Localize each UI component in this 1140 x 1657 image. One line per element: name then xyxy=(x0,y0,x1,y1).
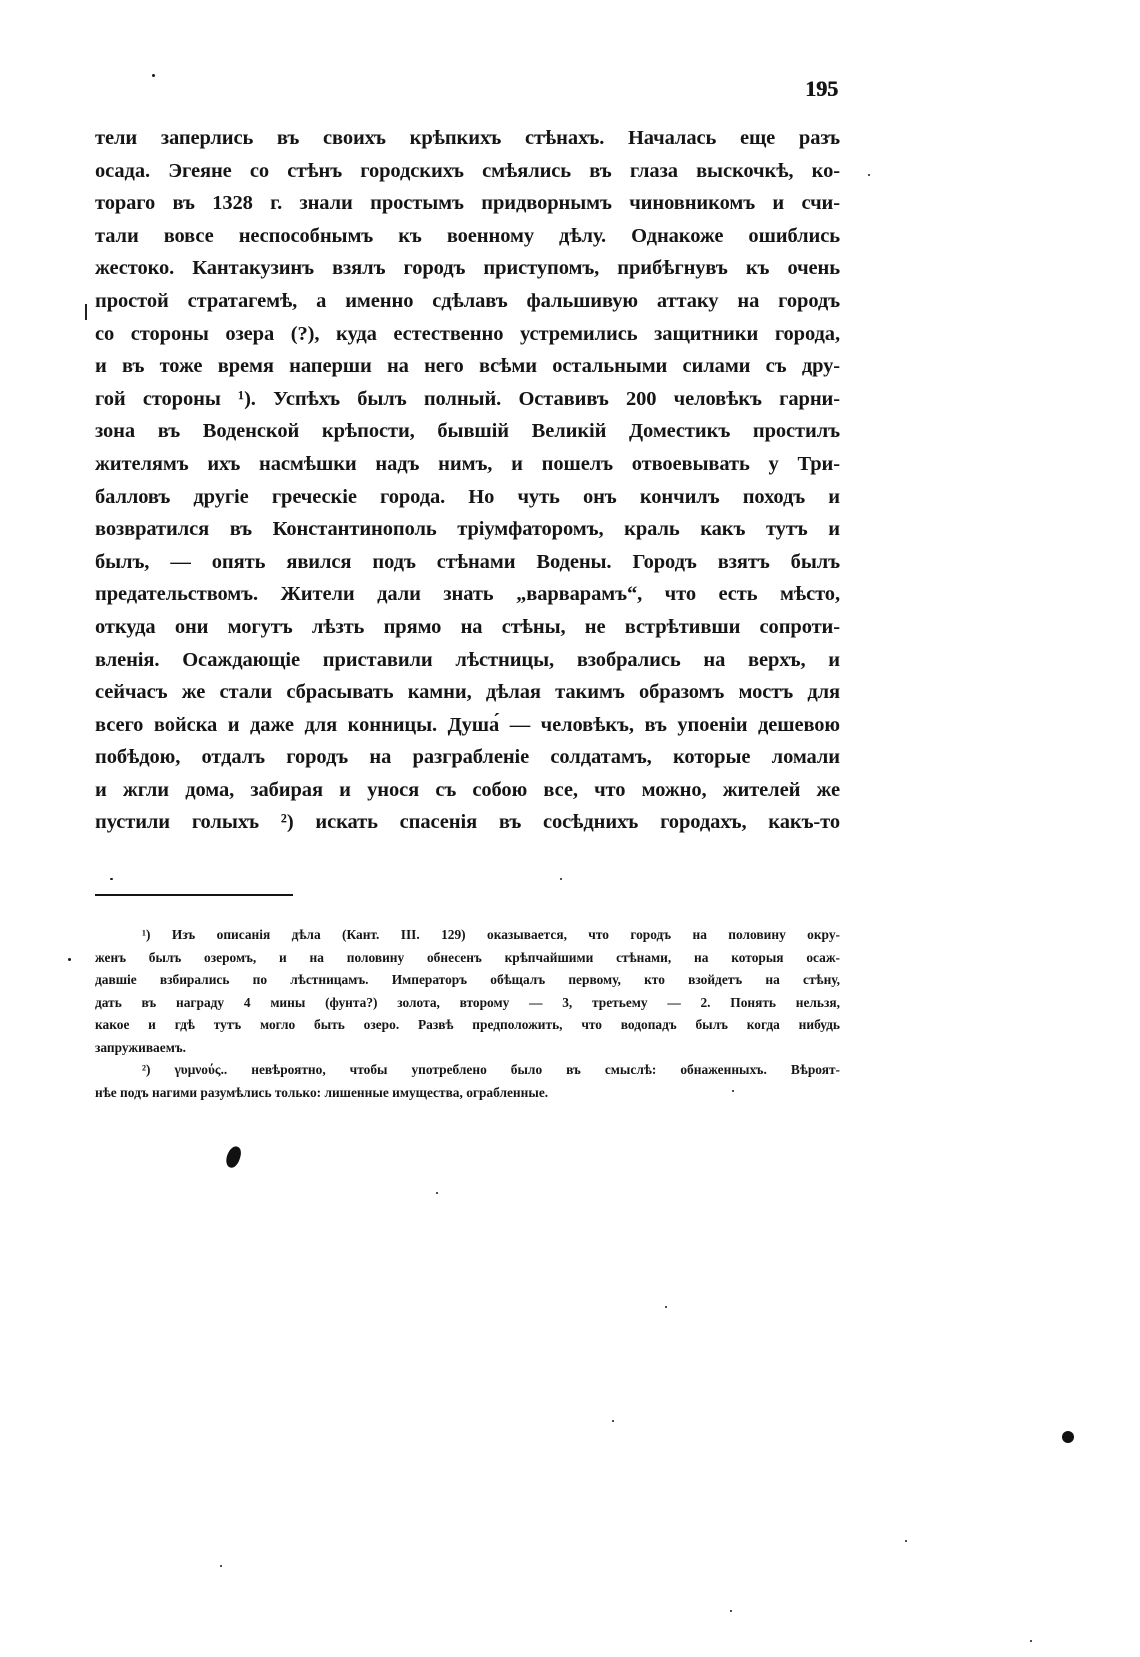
text-line: и въ тоже время наперши на него всѣми остальными силами съ дру- xyxy=(95,355,840,378)
text-line: осада. Эгеяне со стѣнъ городскихъ смѣялись въ глаза выскочкѣ, ко- xyxy=(95,159,840,182)
scan-speck xyxy=(730,1610,732,1612)
footnote-line: женъ былъ озеромъ, и на половину обнесенъ крѣпчайшими стѣнами, на которыя осаж- xyxy=(95,949,840,965)
text-line: тали вовсе неспособнымъ къ военному дѣлу. Однакоже ошиблись xyxy=(95,224,840,247)
text-line: побѣдою, отдалъ городъ на разграбленіе солдатамъ, которые ломали xyxy=(95,746,840,769)
page-number: 195 xyxy=(805,76,838,101)
footnote-line: запруживаемъ. xyxy=(95,1039,186,1055)
footnote-line: давшіе взбирались по лѣстницамъ. Императоръ обѣщалъ первому, кто взойдетъ на стѣну, xyxy=(95,972,840,987)
scan-speck xyxy=(560,878,562,880)
text-line: гой стороны ¹). Успѣхъ былъ полный. Оставивъ 200 человѣкъ гарни- xyxy=(95,387,840,410)
text-line: жестоко. Кантакузинъ взялъ городъ приступомъ, прибѣгнувъ къ очень xyxy=(95,257,840,280)
text-line: всего войска и даже для конницы. Душа́ — человѣкъ, въ упоеніи дешевою xyxy=(95,713,840,736)
footnote-line: ²) γυμνούς.. невѣроятно, чтобы употреблено было въ смыслѣ: обнаженныхъ. Вѣроят- xyxy=(142,1062,840,1077)
text-line: предательствомъ. Жители дали знать „варварамъ“, что есть мѣсто, xyxy=(95,583,840,606)
scan-speck xyxy=(436,1192,438,1194)
scan-speck xyxy=(665,1306,667,1308)
text-line: сейчасъ же стали сбрасывать камни, дѣлая такимъ образомъ мостъ для xyxy=(95,681,840,704)
scan-speck xyxy=(152,74,155,77)
scan-speck xyxy=(220,1565,222,1567)
text-line: вленія. Осаждающіе приставили лѣстницы, взобрались на верхъ, и xyxy=(95,648,840,671)
footnote-line: какое и гдѣ тутъ могло быть озеро. Развѣ предположить, что водопадъ былъ когда нибудь xyxy=(95,1017,840,1032)
text-line: простой стратагемѣ, а именно сдѣлавъ фальшивую аттаку на городъ xyxy=(95,289,840,312)
text-line: и жгли дома, забирая и унося съ собою все, что можно, жителей же xyxy=(95,778,840,801)
text-line: зона въ Воденской крѣпости, бывшій Великій Доместикъ простилъ xyxy=(95,420,840,443)
footnote-line: нѣе подъ нагими разумѣлись только: лишенные имущества, ограбленные. xyxy=(95,1084,549,1100)
footnote-2 xyxy=(95,1059,840,1104)
text-line: тораго въ 1328 г. знали простымъ придворнымъ чиновникомъ и счи- xyxy=(95,192,840,215)
scan-speck xyxy=(110,878,113,880)
footnote-line: дать въ награду 4 мины (фунта?) золота, второму — 3, третьему — 2. Понять нельзя, xyxy=(95,994,840,1010)
footnote-1 xyxy=(95,924,840,1059)
scan-speck xyxy=(68,958,71,961)
text-line: откуда они могутъ лѣзть прямо на стѣны, не встрѣтивши сопроти- xyxy=(95,615,840,638)
scan-speck xyxy=(868,174,870,176)
scan-speck xyxy=(905,1540,907,1542)
footnote-line: ¹) Изъ описанія дѣла (Кант. III. 129) оказывается, что городъ на половину окру- xyxy=(142,927,840,942)
text-line: возвратился въ Константинополь тріумфаторомъ, краль какъ тутъ и xyxy=(95,518,840,541)
text-line: балловъ другіе греческіе города. Но чуть онъ кончилъ походъ и xyxy=(95,485,840,508)
scan-speck xyxy=(1030,1640,1032,1642)
footnotes xyxy=(95,924,840,1104)
text-line: былъ, — опять явился подъ стѣнами Водены. Городъ взятъ былъ xyxy=(95,550,840,573)
text-line: со стороны озера (?), куда естественно устремились защитники города, xyxy=(95,322,840,345)
ink-dot xyxy=(1062,1431,1074,1443)
text-line: тели заперлись въ своихъ крѣпкихъ стѣнахъ. Началась еще разъ xyxy=(95,127,840,149)
ink-blot xyxy=(224,1145,243,1170)
text-line: пустили голыхъ ²) искать спасенія въ сосѣднихъ городахъ, какъ-то xyxy=(95,811,840,834)
scan-speck xyxy=(732,1090,734,1092)
text-line: жителямъ ихъ насмѣшки надъ нимъ, и пошелъ отвоевывать у Три- xyxy=(95,452,840,475)
margin-mark xyxy=(85,304,87,320)
main-text xyxy=(95,122,840,839)
scan-speck xyxy=(612,1420,614,1422)
footnote-separator xyxy=(95,894,293,896)
